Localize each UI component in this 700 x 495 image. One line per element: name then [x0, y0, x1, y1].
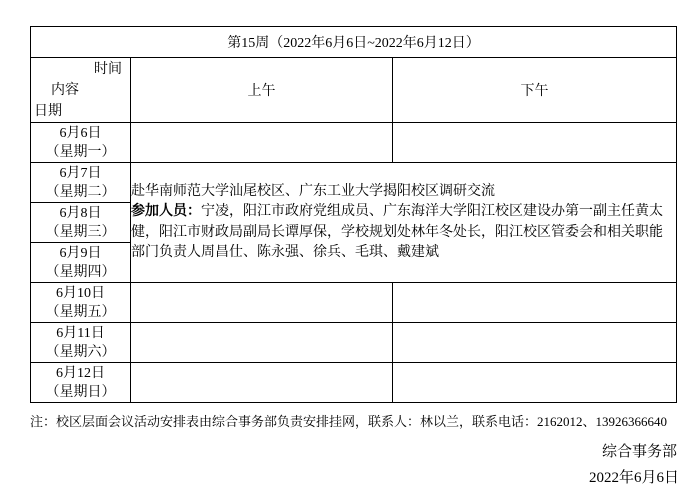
table-row-sun [31, 363, 677, 403]
participants-label: 参加人员： [131, 204, 201, 219]
date-cell-sun [31, 363, 131, 403]
weekly-schedule-table [30, 26, 677, 403]
corner-time-label: 时间 [94, 62, 122, 77]
table-row-fri [31, 283, 677, 323]
date-cell-fri [31, 283, 131, 323]
date-label: 6月9日 [59, 245, 102, 261]
weekday-label: （星期六） [45, 344, 116, 360]
date-label: 6月11日 [56, 325, 105, 341]
header-corner-cell [31, 58, 131, 123]
date-label: 6月6日 [59, 125, 102, 141]
event-cell [131, 163, 677, 283]
pm-cell-mon [393, 123, 677, 163]
am-cell-mon [131, 123, 393, 163]
weekday-label: （星期日） [45, 384, 116, 400]
weekday-label: （星期五） [45, 304, 116, 320]
weekday-label: （星期四） [45, 264, 116, 280]
signature-date: 2022年6月6日 [588, 470, 679, 486]
weekday-label: （星期一） [45, 144, 116, 160]
table-row-mon [31, 123, 677, 163]
event-participants [131, 202, 676, 264]
corner-date-label: 日期 [34, 104, 62, 119]
am-cell-sat [131, 323, 393, 363]
event-title: 赴华南师范大学汕尾校区、广东工业大学揭阳校区调研交流 [131, 183, 495, 199]
date-label: 6月8日 [59, 205, 102, 221]
header-row [31, 58, 677, 123]
date-cell-wed [31, 203, 131, 243]
date-cell-mon [31, 123, 131, 163]
date-cell-tue [31, 163, 131, 203]
participants-names: 宁凌，阳江市政府党组成员、广东海洋大学阳江校区建设办第一副主任黄太健，阳江市财政局副局长谭厚保，学校规划处林年冬处长，阳江校区管委会和相关职能部门负责人周昌仕、陈永强、徐兵、毛琪、戴建斌 [131, 204, 663, 260]
pm-column-header: 下午 [393, 58, 677, 123]
table-row-tue [31, 163, 677, 203]
am-column-header: 上午 [131, 58, 393, 123]
date-label: 6月12日 [56, 365, 105, 381]
date-cell-sat [31, 323, 131, 363]
am-cell-sun [131, 363, 393, 403]
weekday-label: （星期三） [45, 224, 116, 240]
pm-cell-sun [393, 363, 677, 403]
pm-cell-sat [393, 323, 677, 363]
week-title: 第15周（2022年6月6日~2022年6月12日） [31, 27, 677, 58]
weekday-label: （星期二） [45, 184, 116, 200]
date-label: 6月7日 [59, 165, 102, 181]
table-row-sat [31, 323, 677, 363]
corner-content-label: 内容 [51, 83, 79, 98]
pm-cell-fri [393, 283, 677, 323]
title-row [31, 27, 677, 58]
date-label: 6月10日 [56, 285, 105, 301]
am-cell-fri [131, 283, 393, 323]
department-signature: 综合事务部 [601, 444, 677, 460]
date-cell-thu [31, 243, 131, 283]
footer-note: 注：校区层面会议活动安排表由综合事务部负责安排挂网，联系人：林以兰，联系电话：2162012、13926366640 [30, 414, 668, 429]
